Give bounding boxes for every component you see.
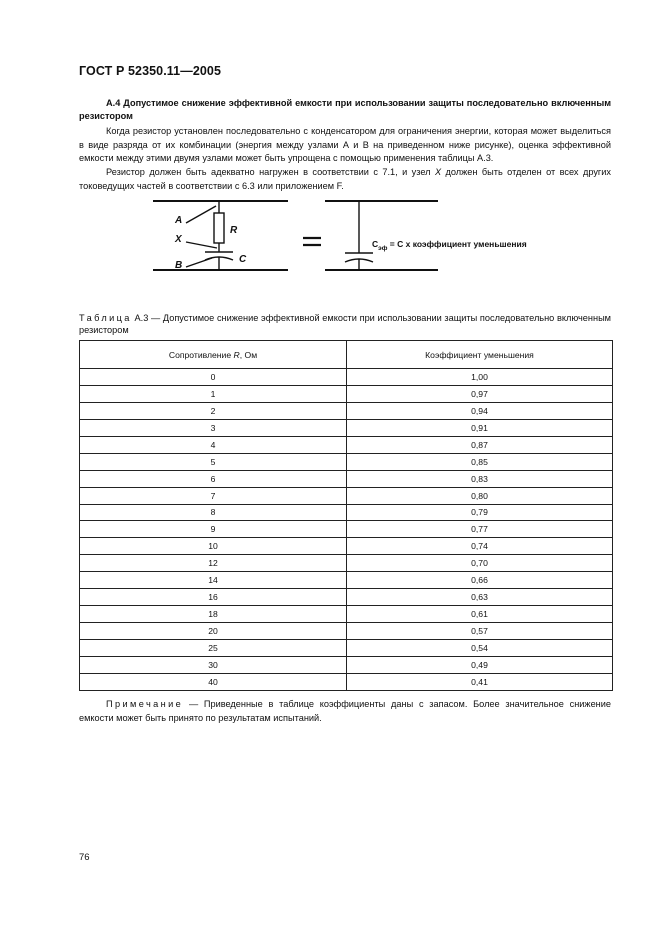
table-row xyxy=(80,453,613,470)
table-row xyxy=(80,470,613,487)
coefficient-cell: 0,41 xyxy=(347,673,613,690)
coefficient-cell: 0,49 xyxy=(347,656,613,673)
circuit-figure xyxy=(150,196,550,276)
leader-x xyxy=(186,242,217,248)
coefficient-cell: 1,00 xyxy=(347,369,613,386)
resistance-cell: 16 xyxy=(80,589,347,606)
column-header-resistance-post: , Ом xyxy=(239,349,258,360)
table-row xyxy=(80,640,613,657)
coefficient-cell: 0,54 xyxy=(347,640,613,657)
formula-subscript: эф xyxy=(378,245,388,252)
table-row xyxy=(80,504,613,521)
paragraph-2-text-b: должен быть отделен от всех других токоведущих частей в соответствии с 6.3 или приложением F. xyxy=(79,167,611,191)
resistance-cell: 4 xyxy=(80,436,347,453)
resistance-cell: 8 xyxy=(80,504,347,521)
column-header-coefficient: Коэффициент уменьшения xyxy=(347,341,613,369)
resistance-cell: 14 xyxy=(80,572,347,589)
resistor-symbol xyxy=(214,213,224,243)
table-row xyxy=(80,419,613,436)
table-row xyxy=(80,402,613,419)
coefficient-cell: 0,87 xyxy=(347,436,613,453)
resistance-cell: 3 xyxy=(80,419,347,436)
leader-b xyxy=(186,258,212,267)
resistance-cell: 30 xyxy=(80,656,347,673)
coefficient-cell: 0,79 xyxy=(347,504,613,521)
coefficient-cell: 0,63 xyxy=(347,589,613,606)
coefficient-cell: 0,80 xyxy=(347,487,613,504)
resistance-cell: 0 xyxy=(80,369,347,386)
section-title: А.4 Допустимое снижение эффективной емкости при использовании защиты последовательно включенным резистором xyxy=(79,98,611,121)
label-c: C xyxy=(239,254,247,265)
table-row xyxy=(80,623,613,640)
table-row xyxy=(80,436,613,453)
resistance-cell: 6 xyxy=(80,470,347,487)
paragraph-2 xyxy=(79,166,611,193)
table-row xyxy=(80,606,613,623)
coefficient-cell: 0,74 xyxy=(347,538,613,555)
resistance-cell: 12 xyxy=(80,555,347,572)
resistance-cell: 25 xyxy=(80,640,347,657)
leader-a xyxy=(186,206,216,223)
column-header-resistance-var: R xyxy=(233,349,240,360)
label-x: X xyxy=(175,234,182,245)
table-row xyxy=(80,487,613,504)
note-word: Примечание xyxy=(106,699,184,709)
table-row xyxy=(80,538,613,555)
coefficient-cell: 0,97 xyxy=(347,385,613,402)
table-row xyxy=(80,656,613,673)
page-number: 76 xyxy=(79,852,90,863)
table-row xyxy=(80,369,613,386)
resistance-cell: 9 xyxy=(80,521,347,538)
node-x-ref: X xyxy=(434,167,442,177)
column-header-resistance-pre: Сопротивление xyxy=(168,349,234,360)
table-caption xyxy=(79,312,611,336)
coefficient-cell: 0,70 xyxy=(347,555,613,572)
table-row xyxy=(80,555,613,572)
label-a: A xyxy=(175,215,183,226)
label-r: R xyxy=(230,225,238,236)
coefficient-cell: 0,61 xyxy=(347,606,613,623)
resistance-cell: 7 xyxy=(80,487,347,504)
table-caption-word: Таблица xyxy=(79,313,132,323)
note xyxy=(79,697,611,725)
resistance-cell: 2 xyxy=(80,402,347,419)
resistance-cell: 40 xyxy=(80,673,347,690)
formula xyxy=(372,239,527,252)
resistance-cell: 1 xyxy=(80,385,347,402)
coefficient-cell: 0,91 xyxy=(347,419,613,436)
resistance-cell: 5 xyxy=(80,453,347,470)
table-header-row xyxy=(80,341,613,369)
resistance-cell: 20 xyxy=(80,623,347,640)
resistance-cell: 18 xyxy=(80,606,347,623)
table-row xyxy=(80,589,613,606)
table-body xyxy=(80,369,613,691)
paragraph-1: Когда резистор установлен последовательно с конденсатором для ограничения энергии, которая может выделиться в виде разряда от их комбинации (энергия между узлами А и В на приведенном ниже рисунке), оценка эффективной емкости между этими двумя узлами может быть упрощена с помощью применения таблицы А.3. xyxy=(79,126,611,163)
document-header: ГОСТ Р 52350.11—2005 xyxy=(79,64,222,78)
coefficient-cell: 0,94 xyxy=(347,402,613,419)
label-b: B xyxy=(175,260,183,271)
note-text: — Приведенные в таблице коэффициенты даны с запасом. Более значительное снижение емкости может быть принято по результатам испытаний. xyxy=(79,699,611,723)
table-caption-text: А.3 — Допустимое снижение эффективной емкости при использовании защиты последовательно включенным резистором xyxy=(79,313,611,335)
coefficient-cell: 0,66 xyxy=(347,572,613,589)
coefficient-cell: 0,85 xyxy=(347,453,613,470)
table-row xyxy=(80,385,613,402)
formula-rest: = C x коэффициент уменьшения xyxy=(387,239,527,249)
table-row xyxy=(80,572,613,589)
coefficient-cell: 0,57 xyxy=(347,623,613,640)
formula-c: C xyxy=(372,239,379,249)
paragraph-2-text-a: Резистор должен быть адекватно нагружен в соответствии с 7.1, и узел xyxy=(106,167,435,177)
column-header-resistance xyxy=(80,341,347,369)
coefficient-cell: 0,77 xyxy=(347,521,613,538)
coefficient-cell: 0,83 xyxy=(347,470,613,487)
reduction-coefficient-table xyxy=(79,340,613,691)
resistance-cell: 10 xyxy=(80,538,347,555)
table-row xyxy=(80,521,613,538)
table-row xyxy=(80,673,613,690)
